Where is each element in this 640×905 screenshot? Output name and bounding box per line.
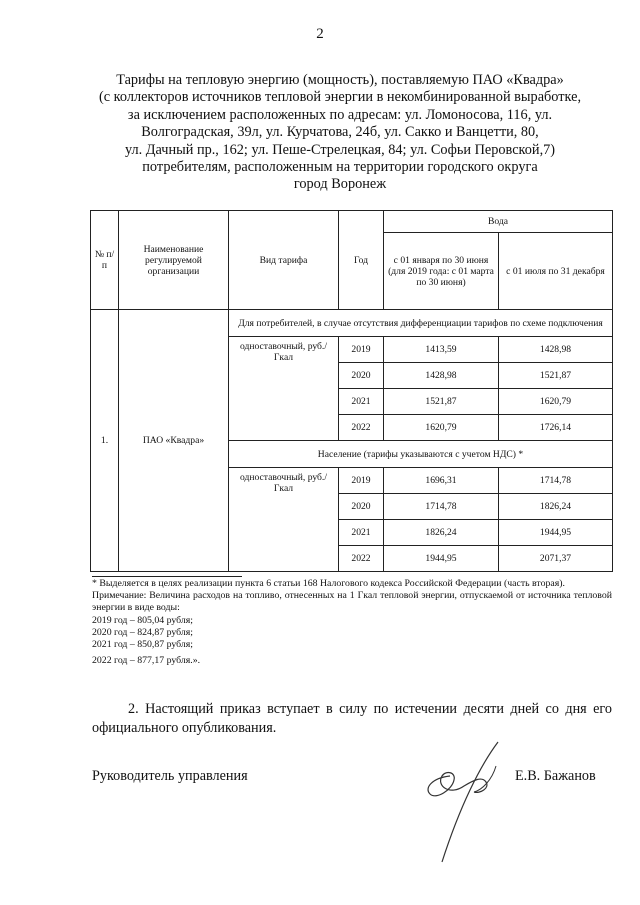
- title-line: Волгоградская, 39л, ул. Курчатова, 24б, ул. Сакко и Ванцетти, 80,: [141, 124, 539, 141]
- signature-icon: [420, 736, 520, 866]
- title-line: город Воронеж: [293, 176, 387, 193]
- value-cell: 1620,79: [384, 415, 499, 441]
- year-cell: 2021: [339, 389, 384, 415]
- year-cell: 2021: [339, 520, 384, 546]
- note-line: 2020 год – 824,87 рубля;: [92, 626, 194, 638]
- signatory-name: Е.В. Бажанов: [515, 768, 596, 784]
- year-cell: 2020: [339, 363, 384, 389]
- note-line: 2019 год – 805,04 рубля;: [92, 614, 194, 626]
- tariff-table: [90, 210, 613, 572]
- footnote-divider: [92, 576, 242, 577]
- header-org: Наименование регулируемой организации: [119, 211, 229, 310]
- header-kind: Вид тарифа: [229, 211, 339, 310]
- section-title: Для потребителей, в случае отсутствия дифференциации тарифов по схеме подключения: [229, 310, 613, 337]
- value-cell: 2071,37: [499, 546, 613, 572]
- value-cell: 1413,59: [384, 337, 499, 363]
- notes-block: [92, 576, 612, 667]
- header-year: Год: [339, 211, 384, 310]
- value-cell: 1428,98: [384, 363, 499, 389]
- year-cell: 2022: [339, 415, 384, 441]
- tariff-kind: одноставочный, руб./Гкал: [229, 337, 339, 441]
- note-intro: Примечание: Величина расходов на топливо, отнесенных на 1 Гкал тепловой энергии, отпускаемой от источника тепловой энергии в виде воды:: [92, 590, 612, 614]
- title-line: ул. Дачный пр., 162; ул. Пеше-Стрелецкая, 84; ул. Софьи Перовской,7): [124, 141, 556, 158]
- row-number: 1.: [91, 310, 119, 572]
- clause-text: 2. Настоящий приказ вступает в силу по истечении десяти дней со дня его официального опубликования.: [92, 701, 612, 736]
- title-line: (с коллекторов источников тепловой энергии в некомбинированной выработке,: [98, 89, 582, 106]
- value-cell: 1428,98: [499, 337, 613, 363]
- year-cell: 2020: [339, 494, 384, 520]
- header-period-1: с 01 января по 30 июня (для 2019 года: с 01 марта по 30 июня): [384, 233, 499, 310]
- organization-name: ПАО «Квадра»: [119, 310, 229, 572]
- header-water: Вода: [384, 211, 613, 233]
- value-cell: 1944,95: [499, 520, 613, 546]
- value-cell: 1826,24: [499, 494, 613, 520]
- page-number: 2: [316, 26, 324, 42]
- value-cell: 1714,78: [499, 468, 613, 494]
- year-cell: 2019: [339, 337, 384, 363]
- tariff-kind: одноставочный, руб./Гкал: [229, 468, 339, 572]
- section-title: Население (тарифы указываются с учетом НДС) *: [229, 441, 613, 468]
- signatory-title: Руководитель управления: [92, 768, 248, 784]
- title-line: за исключением расположенных по адресам: ул. Ломоносова, 116, ул.: [127, 106, 553, 123]
- value-cell: 1521,87: [384, 389, 499, 415]
- value-cell: 1714,78: [384, 494, 499, 520]
- value-cell: 1726,14: [499, 415, 613, 441]
- value-cell: 1620,79: [499, 389, 613, 415]
- footnote: * Выделяется в целях реализации пункта 6 статьи 168 Налогового кодекса Российской Федерации (часть вторая).: [92, 578, 565, 589]
- document-title: [80, 72, 600, 194]
- value-cell: 1696,31: [384, 468, 499, 494]
- value-cell: 1826,24: [384, 520, 499, 546]
- year-cell: 2019: [339, 468, 384, 494]
- year-cell: 2022: [339, 546, 384, 572]
- note-line: 2022 год – 877,17 рубля.».: [92, 655, 201, 667]
- header-num: № п/п: [91, 211, 119, 310]
- title-line: потребителям, расположенным на территории городского округа: [142, 159, 538, 176]
- value-cell: 1944,95: [384, 546, 499, 572]
- header-period-2: с 01 июля по 31 декабря: [499, 233, 613, 310]
- value-cell: 1521,87: [499, 363, 613, 389]
- note-line: 2021 год – 850,87 рубля;: [92, 639, 194, 651]
- title-line: Тарифы на тепловую энергию (мощность), поставляемую ПАО «Квадра»: [116, 72, 564, 88]
